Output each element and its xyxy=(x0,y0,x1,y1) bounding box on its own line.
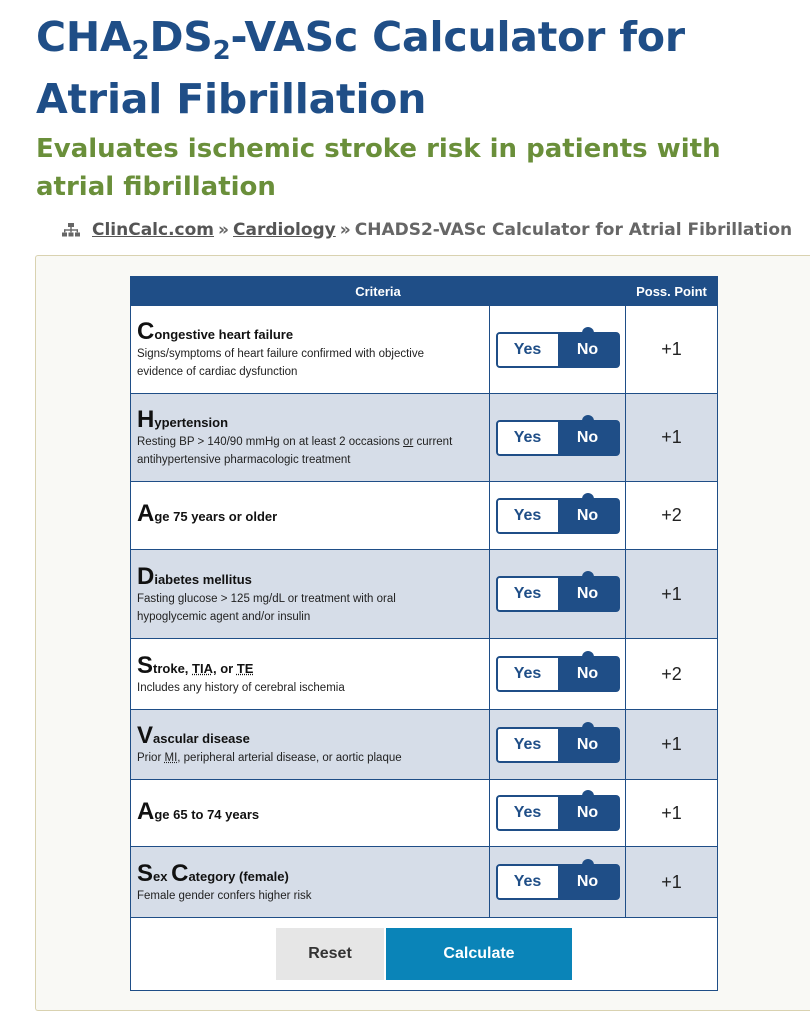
criterion-name: Diabetes mellitus xyxy=(137,562,252,590)
criterion-cell xyxy=(131,847,490,918)
points-value: +1 xyxy=(626,394,718,482)
mi-abbreviation: MI xyxy=(164,752,178,764)
yes-option[interactable]: Yes xyxy=(498,797,558,829)
calculate-button[interactable]: Calculate xyxy=(386,928,572,980)
no-option[interactable]: No xyxy=(558,729,618,761)
yes-option[interactable]: Yes xyxy=(498,866,558,898)
points-value: +1 xyxy=(626,550,718,639)
breadcrumb-home-link[interactable]: ClinCalc.com xyxy=(92,220,215,240)
no-option[interactable]: No xyxy=(558,334,618,366)
no-option[interactable]: No xyxy=(558,578,618,610)
criterion-cell xyxy=(131,780,490,847)
criteria-header: Criteria xyxy=(131,277,626,306)
age-75-toggle[interactable] xyxy=(496,498,620,534)
criterion-name: Age 65 to 74 years xyxy=(137,797,260,825)
breadcrumb-current: CHADS2-VASc Calculator for Atrial Fibrillation xyxy=(354,220,793,240)
points-header: Poss. Point xyxy=(626,277,718,306)
criterion-name: Congestive heart failure xyxy=(137,318,294,345)
criterion-cell xyxy=(131,482,490,550)
no-option[interactable]: No xyxy=(558,797,618,829)
criterion-description: Female gender confers higher risk xyxy=(137,889,312,902)
criterion-name: Stroke, TIA, or TE xyxy=(137,651,254,679)
no-option[interactable]: No xyxy=(558,658,618,690)
vascular-toggle[interactable] xyxy=(496,727,620,763)
criterion-description: Includes any history of cerebral ischemia xyxy=(137,681,345,694)
sex-category-toggle[interactable] xyxy=(496,864,620,900)
points-value: +1 xyxy=(626,710,718,780)
points-value: +2 xyxy=(626,482,718,550)
yes-option[interactable]: Yes xyxy=(498,578,558,610)
page-subtitle: Evaluates ischemic stroke risk in patients with atrial fibrillation xyxy=(36,134,721,202)
criterion-description: Fasting glucose > 125 mg/dL or treatment with oral hypoglycemic agent and/or insulin xyxy=(137,592,396,623)
yes-option[interactable]: Yes xyxy=(498,729,558,761)
age-65-74-toggle[interactable] xyxy=(496,795,620,831)
no-option[interactable]: No xyxy=(558,422,618,454)
criterion-description: Resting BP > 140/90 mmHg on at least 2 occasions or current antihypertensive pharmacologic treatment xyxy=(137,436,453,466)
te-abbreviation: TE xyxy=(236,660,254,676)
sitemap-icon xyxy=(62,222,80,242)
points-value: +2 xyxy=(626,639,718,710)
criterion-description: Prior MI, peripheral arterial disease, or aortic plaque xyxy=(137,752,402,764)
criterion-name: Age 75 years or older xyxy=(137,500,278,527)
breadcrumb xyxy=(62,220,792,242)
table-row-vascular xyxy=(131,710,718,780)
table-row-sex-category xyxy=(131,847,718,918)
tia-abbreviation: TIA xyxy=(192,660,213,676)
table-row-diabetes xyxy=(131,550,718,639)
criterion-cell xyxy=(131,639,490,710)
points-value: +1 xyxy=(626,306,718,394)
hypertension-toggle[interactable] xyxy=(496,420,620,456)
yes-option[interactable]: Yes xyxy=(498,334,558,366)
criterion-name: Sex Category (female) xyxy=(137,859,289,887)
criterion-name: Hypertension xyxy=(137,406,229,433)
criterion-description: Signs/symptoms of heart failure confirmed with objective evidence of cardiac dysfunction xyxy=(137,348,424,378)
yes-option[interactable]: Yes xyxy=(498,500,558,532)
page-title: $CHA_2DS_2$-VASc Calculator for Atrial Fibrillation xyxy=(36,13,685,123)
table-row-age-75 xyxy=(131,482,718,550)
yes-option[interactable]: Yes xyxy=(498,658,558,690)
criterion-cell xyxy=(131,394,490,482)
criteria-table xyxy=(130,276,718,991)
criterion-name: Vascular disease xyxy=(137,722,250,749)
criterion-cell xyxy=(131,710,490,780)
table-row-stroke xyxy=(131,639,718,710)
stroke-toggle[interactable] xyxy=(496,656,620,692)
breadcrumb-cardiology-link[interactable]: Cardiology xyxy=(233,220,336,240)
chf-toggle[interactable] xyxy=(496,332,620,368)
no-option[interactable]: No xyxy=(558,866,618,898)
table-row-hypertension xyxy=(131,394,718,482)
no-option[interactable]: No xyxy=(558,500,618,532)
criterion-cell xyxy=(131,306,490,394)
breadcrumb-separator: » xyxy=(339,220,351,240)
button-row xyxy=(131,918,718,991)
table-row-age-65-74 xyxy=(131,780,718,847)
points-value: +1 xyxy=(626,780,718,847)
yes-option[interactable]: Yes xyxy=(498,422,558,454)
breadcrumb-separator: » xyxy=(218,220,229,240)
table-row-chf xyxy=(131,306,718,394)
diabetes-toggle[interactable] xyxy=(496,576,620,612)
reset-button[interactable]: Reset xyxy=(276,928,384,980)
points-value: +1 xyxy=(626,847,718,918)
criterion-cell xyxy=(131,550,490,639)
